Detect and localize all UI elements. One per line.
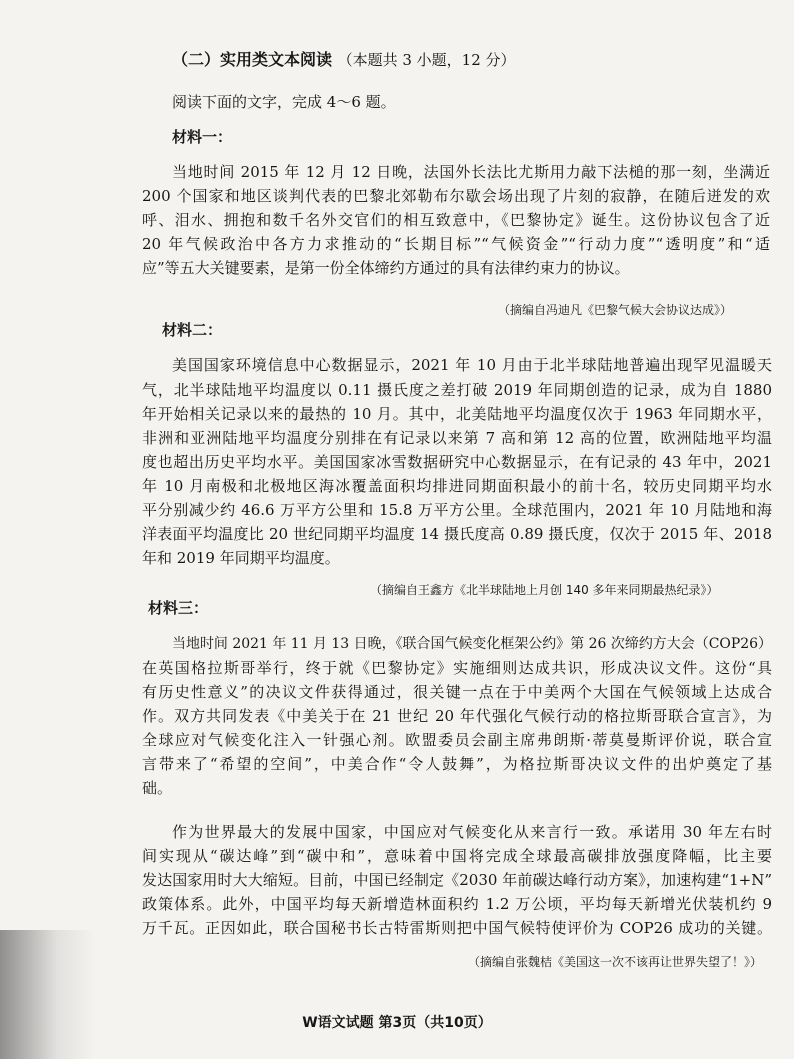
m3-p1-line-4: 全球应对气候变化注入一针强心剂。欧盟委员会副主席弗朗斯·蒂莫曼斯评价说，联合宣 bbox=[142, 731, 772, 749]
m3-p1-line-6: 础。 bbox=[142, 779, 173, 797]
section-note: （本题共 3 小题，12 分） bbox=[337, 51, 516, 69]
m3-p1-line-1: 在英国格拉斯哥举行，终于就《巴黎协定》实施细则达成共识，形成决议文件。这份“具 bbox=[142, 659, 772, 677]
m2-line-4: 度也超出历史平均水平。美国国家冰雪数据研究中心数据显示，在有记录的 43 年中，2021 bbox=[142, 453, 772, 471]
material2-source: （摘编自王鑫方《北半球陆地上月创 140 多年来同期最热纪录》） bbox=[370, 583, 719, 597]
m3-p2-line-3: 政策体系。此外，中国平均每天新增造林面积约 1.2 万公顷，平均每天新增光伏装机约 9 bbox=[142, 895, 772, 913]
m3-p2-line-1: 间实现从“碳达峰”到“碳中和”，意味着中国将完成全球最高碳排放强度降幅，比主要 bbox=[142, 847, 772, 865]
m3-p2-line-2: 发达国家用时大大缩短。目前，中国已经制定《2030 年前碳达峰行动方案》，加速构建“1+N” bbox=[142, 871, 772, 889]
page-footer: W语文试题 第3页（共10页） bbox=[302, 1015, 492, 1031]
material3-label: 材料三： bbox=[148, 599, 209, 617]
m2-line-0: 美国国家环境信息中心数据显示，2021 年 10 月由于北半球陆地普遍出现罕见温暖天 bbox=[172, 356, 772, 374]
m3-p1-line-5: 言带来了“希望的空间”，中美合作“令人鼓舞”，为格拉斯哥决议文件的出炉奠定了基 bbox=[142, 755, 772, 773]
m2-line-6: 平分别减少约 46.6 万平方公里和 15.8 万平方公里。全球范围内，2021 年 10 月陆地和海 bbox=[142, 501, 772, 519]
m3-p1-line-0: 当地时间 2021 年 11 月 13 日晚，《联合国气候变化框架公约》第 26 次缔约方大会（COP26） bbox=[172, 636, 772, 652]
m2-line-7: 洋表面平均温度比 20 世纪同期平均温度 14 摄氏度高 0.89 摄氏度，仅次于 2015 年、2018 bbox=[142, 525, 772, 543]
m1-line-4: 应”等五大关键要素，是第一份全体缔约方通过的具有法律约束力的协议。 bbox=[142, 259, 630, 277]
section-heading bbox=[172, 50, 516, 70]
instruction: 阅读下面的文字，完成 4～6 题。 bbox=[172, 93, 396, 111]
m3-p2-line-4: 万千瓦。正因如此，联合国秘书长古特雷斯则把中国气候特使评价为 COP26 成功的关键。 bbox=[142, 919, 772, 937]
material1-source: （摘编自冯迪凡《巴黎气候大会协议达成》） bbox=[498, 303, 733, 317]
m2-line-1: 气，北半球陆地平均温度以 0.11 摄氏度之差打破 2019 年同期创造的记录，成为自 1880 bbox=[142, 381, 772, 399]
m2-line-3: 非洲和亚洲陆地平均温度分别排在有记录以来第 7 高和第 12 高的位置，欧洲陆地平均温 bbox=[142, 429, 772, 447]
material2-label: 材料二： bbox=[162, 321, 223, 339]
m1-line-3: 20 年气候政治中各方力求推动的“长期目标”“气候资金”“行动力度”“透明度”和“适 bbox=[142, 235, 770, 253]
m3-p2-line-0: 作为世界最大的发展中国家，中国应对气候变化从来言行一致。承诺用 30 年左右时 bbox=[172, 823, 772, 841]
m2-line-5: 年 10 月南极和北极地区海冰覆盖面积均排进同期面积最小的前十名，较历史同期平均水 bbox=[142, 477, 772, 495]
m2-line-8: 年和 2019 年同期平均温度。 bbox=[142, 549, 340, 567]
m1-line-2: 呼、泪水、拥抱和数千名外交官们的相互致意中，《巴黎协定》诞生。这份协议包含了近 bbox=[142, 211, 770, 229]
section-title: （二）实用类文本阅读 bbox=[172, 50, 333, 69]
m1-line-0: 当地时间 2015 年 12 月 12 日晚，法国外长法比尤斯用力敲下法槌的那一刻，坐满近 bbox=[172, 163, 770, 181]
m2-line-2: 年开始相关记录以来的最热的 10 月。其中，北美陆地平均温度仅次于 1963 年同期水平， bbox=[142, 405, 772, 423]
m3-p1-line-3: 作。双方共同发表《中美关于在 21 世纪 20 年代强化气候行动的格拉斯哥联合宣言》，为 bbox=[142, 707, 772, 725]
m1-line-1: 200 个国家和地区谈判代表的巴黎北郊勒布尔歇会场出现了片刻的寂静，在随后迸发的欢 bbox=[142, 187, 770, 205]
material1-label: 材料一： bbox=[172, 128, 233, 146]
scan-shadow bbox=[0, 930, 95, 1059]
material3-source: （摘编自张魏桔《美国这一次不该再让世界失望了！》） bbox=[468, 955, 763, 969]
m3-p1-line-2: 有历史性意义”的决议文件获得通过，很关键一点在于中美两个大国在气候领域上达成合 bbox=[142, 683, 772, 701]
